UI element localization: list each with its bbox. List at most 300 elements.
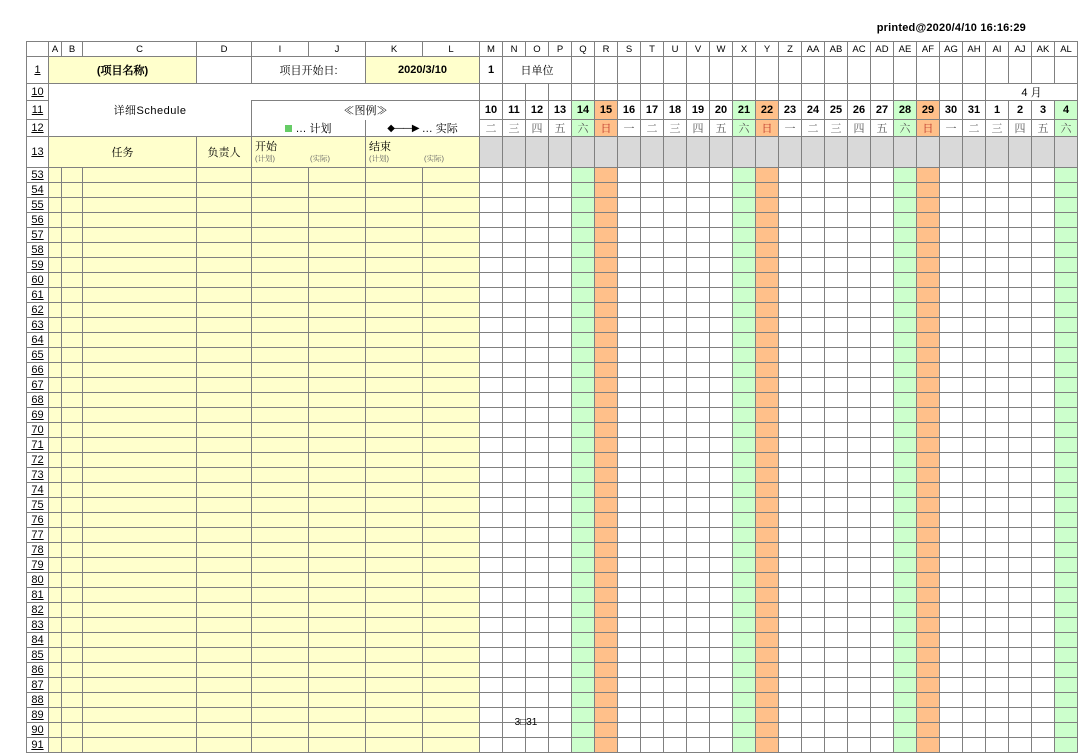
gantt-cell[interactable] [641,498,664,513]
gantt-cell[interactable] [756,318,779,333]
gantt-cell[interactable] [687,558,710,573]
gantt-cell[interactable] [1009,423,1032,438]
row-header-75[interactable]: 75 [27,498,49,513]
start-actual-cell[interactable] [309,363,366,378]
gantt-cell[interactable] [894,393,917,408]
column-header-AA[interactable]: AA [802,42,825,57]
task-cell[interactable] [83,333,197,348]
gantt-cell[interactable] [549,558,572,573]
empty-cell[interactable] [595,84,618,101]
gantt-cell[interactable] [595,618,618,633]
gantt-cell[interactable] [733,498,756,513]
gantt-cell[interactable] [802,333,825,348]
gantt-cell[interactable] [940,468,963,483]
start-actual-cell[interactable] [309,378,366,393]
gantt-cell[interactable] [618,303,641,318]
empty-cell[interactable] [848,57,871,84]
gantt-cell[interactable] [940,303,963,318]
gantt-cell[interactable] [549,273,572,288]
end-plan-cell[interactable] [366,573,423,588]
gantt-cell[interactable] [618,228,641,243]
gantt-cell[interactable] [802,558,825,573]
gantt-cell[interactable] [802,213,825,228]
gantt-cell[interactable] [1009,678,1032,693]
gantt-cell[interactable] [549,348,572,363]
gantt-cell[interactable] [825,603,848,618]
gantt-cell[interactable] [687,573,710,588]
calendar-day-number[interactable]: 26 [848,101,871,120]
gantt-cell[interactable] [572,333,595,348]
owner-cell[interactable] [197,348,252,363]
gantt-cell[interactable] [710,408,733,423]
gantt-cell[interactable] [940,333,963,348]
gantt-cell[interactable] [871,648,894,663]
gantt-cell[interactable] [664,273,687,288]
owner-cell[interactable] [197,543,252,558]
gantt-cell[interactable] [641,228,664,243]
gantt-cell[interactable] [1055,738,1078,753]
gantt-cell[interactable] [917,618,940,633]
gantt-cell[interactable] [480,423,503,438]
gantt-cell[interactable] [641,453,664,468]
owner-cell[interactable] [197,438,252,453]
task-cell[interactable] [83,558,197,573]
gantt-cell[interactable] [733,273,756,288]
gantt-cell[interactable] [618,678,641,693]
end-actual-cell[interactable] [423,483,480,498]
calendar-day-number[interactable]: 15 [595,101,618,120]
row-header-62[interactable]: 62 [27,303,49,318]
gantt-cell[interactable] [779,243,802,258]
row-marker-cell[interactable] [49,558,62,573]
gantt-cell[interactable] [480,438,503,453]
gantt-cell[interactable] [756,348,779,363]
gantt-cell[interactable] [1009,393,1032,408]
row-header-69[interactable]: 69 [27,408,49,423]
gantt-cell[interactable] [664,633,687,648]
gantt-cell[interactable] [687,363,710,378]
gantt-cell[interactable] [687,663,710,678]
row-header-90[interactable]: 90 [27,723,49,738]
gantt-cell[interactable] [825,168,848,183]
gantt-cell[interactable] [618,408,641,423]
gantt-cell[interactable] [779,483,802,498]
gantt-cell[interactable] [526,513,549,528]
gantt-cell[interactable] [940,453,963,468]
gantt-cell[interactable] [1009,588,1032,603]
gantt-cell[interactable] [1032,633,1055,648]
start-actual-cell[interactable] [309,483,366,498]
gantt-cell[interactable] [963,333,986,348]
gantt-cell[interactable] [641,663,664,678]
task-cell[interactable] [83,483,197,498]
gantt-cell[interactable] [549,588,572,603]
gantt-cell[interactable] [549,318,572,333]
gantt-cell[interactable] [618,333,641,348]
gantt-cell[interactable] [848,573,871,588]
gantt-cell[interactable] [687,168,710,183]
owner-cell[interactable] [197,303,252,318]
gantt-cell[interactable] [917,378,940,393]
gantt-cell[interactable] [986,663,1009,678]
gantt-cell[interactable] [779,738,802,753]
end-actual-cell[interactable] [423,333,480,348]
gantt-cell[interactable] [733,228,756,243]
gantt-cell[interactable] [595,348,618,363]
row-marker-cell[interactable] [49,408,62,423]
gantt-cell[interactable] [503,528,526,543]
calendar-day-number[interactable]: 29 [917,101,940,120]
gantt-cell[interactable] [779,468,802,483]
gantt-cell[interactable] [825,543,848,558]
gantt-cell[interactable] [641,333,664,348]
gantt-cell[interactable] [871,393,894,408]
gantt-cell[interactable] [894,588,917,603]
owner-cell[interactable] [197,318,252,333]
gantt-cell[interactable] [618,588,641,603]
gantt-cell[interactable] [756,633,779,648]
empty-cell[interactable] [756,57,779,84]
gantt-cell[interactable] [940,618,963,633]
gantt-cell[interactable] [779,423,802,438]
calendar-weekday-name[interactable]: 五 [1032,120,1055,137]
empty-cell[interactable] [802,84,825,101]
start-actual-cell[interactable] [309,168,366,183]
gantt-cell[interactable] [825,378,848,393]
gantt-cell[interactable] [526,393,549,408]
task-cell[interactable] [83,363,197,378]
gantt-cell[interactable] [940,543,963,558]
gantt-cell[interactable] [1055,663,1078,678]
task-cell[interactable] [83,618,197,633]
gantt-cell[interactable] [848,468,871,483]
gantt-cell[interactable] [894,183,917,198]
column-header-K[interactable]: K [366,42,423,57]
gantt-cell[interactable] [572,588,595,603]
gantt-cell[interactable] [917,198,940,213]
row-indent-cell[interactable] [62,243,83,258]
gantt-cell[interactable] [733,558,756,573]
gantt-header-band-cell[interactable] [848,137,871,168]
gantt-cell[interactable] [480,198,503,213]
column-header-AD[interactable]: AD [871,42,894,57]
gantt-cell[interactable] [595,318,618,333]
gantt-cell[interactable] [848,483,871,498]
gantt-cell[interactable] [894,348,917,363]
gantt-cell[interactable] [1032,363,1055,378]
start-plan-cell[interactable] [252,183,309,198]
row-indent-cell[interactable] [62,573,83,588]
gantt-cell[interactable] [917,633,940,648]
gantt-cell[interactable] [848,603,871,618]
row-indent-cell[interactable] [62,453,83,468]
gantt-cell[interactable] [687,588,710,603]
column-header-Z[interactable]: Z [779,42,802,57]
gantt-cell[interactable] [756,408,779,423]
gantt-cell[interactable] [595,468,618,483]
task-cell[interactable] [83,438,197,453]
gantt-cell[interactable] [572,513,595,528]
gantt-cell[interactable] [963,588,986,603]
gantt-cell[interactable] [1055,318,1078,333]
row-indent-cell[interactable] [62,258,83,273]
gantt-cell[interactable] [802,288,825,303]
gantt-cell[interactable] [526,288,549,303]
owner-cell[interactable] [197,738,252,753]
task-cell[interactable] [83,213,197,228]
gantt-cell[interactable] [595,513,618,528]
empty-cell[interactable] [687,57,710,84]
gantt-cell[interactable] [549,468,572,483]
gantt-cell[interactable] [1009,303,1032,318]
gantt-cell[interactable] [733,333,756,348]
gantt-cell[interactable] [503,183,526,198]
gantt-cell[interactable] [756,573,779,588]
gantt-cell[interactable] [526,363,549,378]
gantt-cell[interactable] [779,693,802,708]
gantt-cell[interactable] [1032,228,1055,243]
gantt-cell[interactable] [894,513,917,528]
gantt-cell[interactable] [779,678,802,693]
gantt-cell[interactable] [526,303,549,318]
gantt-cell[interactable] [917,483,940,498]
empty-cell[interactable] [733,57,756,84]
gantt-cell[interactable] [503,588,526,603]
start-actual-cell[interactable] [309,333,366,348]
row-header-68[interactable]: 68 [27,393,49,408]
gantt-cell[interactable] [733,468,756,483]
gantt-header-band-cell[interactable] [503,137,526,168]
gantt-cell[interactable] [1055,468,1078,483]
empty-cell[interactable] [710,57,733,84]
gantt-cell[interactable] [1055,393,1078,408]
row-header-89[interactable]: 89 [27,708,49,723]
gantt-cell[interactable] [894,528,917,543]
calendar-weekday-name[interactable]: 日 [756,120,779,137]
start-plan-cell[interactable] [252,228,309,243]
gantt-cell[interactable] [1055,723,1078,738]
gantt-cell[interactable] [802,393,825,408]
gantt-cell[interactable] [986,183,1009,198]
gantt-cell[interactable] [1032,303,1055,318]
gantt-cell[interactable] [963,618,986,633]
gantt-cell[interactable] [779,318,802,333]
gantt-cell[interactable] [894,573,917,588]
gantt-cell[interactable] [1055,648,1078,663]
gantt-cell[interactable] [986,333,1009,348]
gantt-cell[interactable] [733,438,756,453]
gantt-cell[interactable] [664,213,687,228]
gantt-cell[interactable] [733,393,756,408]
gantt-cell[interactable] [1009,333,1032,348]
row-header-83[interactable]: 83 [27,618,49,633]
empty-cell[interactable] [871,57,894,84]
gantt-cell[interactable] [802,363,825,378]
gantt-cell[interactable] [825,348,848,363]
gantt-cell[interactable] [940,423,963,438]
gantt-cell[interactable] [1032,408,1055,423]
gantt-cell[interactable] [595,588,618,603]
calendar-weekday-name[interactable]: 一 [940,120,963,137]
row-header-55[interactable]: 55 [27,198,49,213]
owner-cell[interactable] [197,213,252,228]
gantt-cell[interactable] [1009,183,1032,198]
gantt-cell[interactable] [1009,498,1032,513]
gantt-cell[interactable] [1055,438,1078,453]
gantt-cell[interactable] [595,423,618,438]
calendar-weekday-name[interactable]: 二 [963,120,986,137]
gantt-cell[interactable] [526,348,549,363]
end-plan-cell[interactable] [366,348,423,363]
gantt-cell[interactable] [664,303,687,318]
gantt-cell[interactable] [526,528,549,543]
task-cell[interactable] [83,648,197,663]
empty-cell[interactable] [825,84,848,101]
task-cell[interactable] [83,168,197,183]
row-header-71[interactable]: 71 [27,438,49,453]
end-actual-cell[interactable] [423,273,480,288]
gantt-cell[interactable] [986,198,1009,213]
task-cell[interactable] [83,633,197,648]
gantt-cell[interactable] [848,453,871,468]
row-marker-cell[interactable] [49,243,62,258]
gantt-cell[interactable] [664,483,687,498]
empty-cell[interactable] [641,84,664,101]
end-plan-cell[interactable] [366,453,423,468]
gantt-cell[interactable] [756,393,779,408]
gantt-cell[interactable] [572,483,595,498]
row-header-78[interactable]: 78 [27,543,49,558]
row-indent-cell[interactable] [62,633,83,648]
gantt-cell[interactable] [1032,528,1055,543]
gantt-cell[interactable] [756,333,779,348]
gantt-cell[interactable] [572,648,595,663]
gantt-cell[interactable] [1032,543,1055,558]
calendar-day-number[interactable]: 10 [480,101,503,120]
gantt-cell[interactable] [549,378,572,393]
gantt-cell[interactable] [572,468,595,483]
gantt-cell[interactable] [526,618,549,633]
calendar-weekday-name[interactable]: 五 [710,120,733,137]
gantt-cell[interactable] [825,468,848,483]
start-actual-cell[interactable] [309,183,366,198]
gantt-cell[interactable] [1055,588,1078,603]
end-actual-cell[interactable] [423,213,480,228]
gantt-cell[interactable] [802,348,825,363]
gantt-cell[interactable] [572,693,595,708]
end-plan-cell[interactable] [366,378,423,393]
start-actual-cell[interactable] [309,213,366,228]
gantt-cell[interactable] [503,348,526,363]
task-cell[interactable] [83,738,197,753]
calendar-day-number[interactable]: 19 [687,101,710,120]
gantt-cell[interactable] [572,543,595,558]
end-plan-cell[interactable] [366,168,423,183]
gantt-cell[interactable] [1055,678,1078,693]
row-marker-cell[interactable] [49,183,62,198]
start-actual-cell[interactable] [309,198,366,213]
row-header-74[interactable]: 74 [27,483,49,498]
gantt-cell[interactable] [641,198,664,213]
gantt-cell[interactable] [595,393,618,408]
gantt-cell[interactable] [618,648,641,663]
gantt-cell[interactable] [733,543,756,558]
gantt-cell[interactable] [894,363,917,378]
row-header-56[interactable]: 56 [27,213,49,228]
row-header-72[interactable]: 72 [27,453,49,468]
gantt-cell[interactable] [710,288,733,303]
end-actual-cell[interactable] [423,618,480,633]
gantt-cell[interactable] [710,198,733,213]
gantt-cell[interactable] [549,423,572,438]
end-actual-cell[interactable] [423,288,480,303]
gantt-cell[interactable] [526,378,549,393]
gantt-cell[interactable] [871,438,894,453]
gantt-cell[interactable] [1009,468,1032,483]
owner-cell[interactable] [197,528,252,543]
column-header-V[interactable]: V [687,42,710,57]
gantt-cell[interactable] [572,243,595,258]
gantt-cell[interactable] [641,438,664,453]
end-actual-cell[interactable] [423,603,480,618]
gantt-cell[interactable] [480,333,503,348]
owner-cell[interactable] [197,678,252,693]
gantt-cell[interactable] [779,348,802,363]
gantt-cell[interactable] [802,168,825,183]
calendar-weekday-name[interactable]: 四 [526,120,549,137]
gantt-cell[interactable] [894,198,917,213]
start-actual-cell[interactable] [309,393,366,408]
gantt-cell[interactable] [986,228,1009,243]
gantt-cell[interactable] [871,693,894,708]
gantt-cell[interactable] [618,318,641,333]
owner-cell[interactable] [197,423,252,438]
gantt-cell[interactable] [733,243,756,258]
gantt-cell[interactable] [503,168,526,183]
gantt-cell[interactable] [480,243,503,258]
gantt-cell[interactable] [871,258,894,273]
empty-cell[interactable] [664,84,687,101]
row-header-65[interactable]: 65 [27,348,49,363]
gantt-cell[interactable] [1055,423,1078,438]
empty-cell[interactable] [963,84,986,101]
end-plan-cell[interactable] [366,438,423,453]
gantt-cell[interactable] [618,393,641,408]
end-actual-cell[interactable] [423,543,480,558]
empty-cell[interactable] [1055,57,1078,84]
gantt-cell[interactable] [480,663,503,678]
gantt-cell[interactable] [595,453,618,468]
gantt-cell[interactable] [894,603,917,618]
gantt-cell[interactable] [1009,378,1032,393]
gantt-cell[interactable] [710,213,733,228]
gantt-cell[interactable] [779,513,802,528]
gantt-cell[interactable] [572,273,595,288]
gantt-cell[interactable] [1032,243,1055,258]
end-actual-cell[interactable] [423,183,480,198]
gantt-cell[interactable] [710,438,733,453]
gantt-cell[interactable] [572,393,595,408]
gantt-cell[interactable] [572,168,595,183]
gantt-cell[interactable] [572,618,595,633]
gantt-header-band-cell[interactable] [710,137,733,168]
empty-cell[interactable] [618,84,641,101]
gantt-cell[interactable] [917,363,940,378]
gantt-cell[interactable] [1055,528,1078,543]
calendar-day-number[interactable]: 2 [1009,101,1032,120]
gantt-cell[interactable] [641,378,664,393]
gantt-cell[interactable] [894,558,917,573]
